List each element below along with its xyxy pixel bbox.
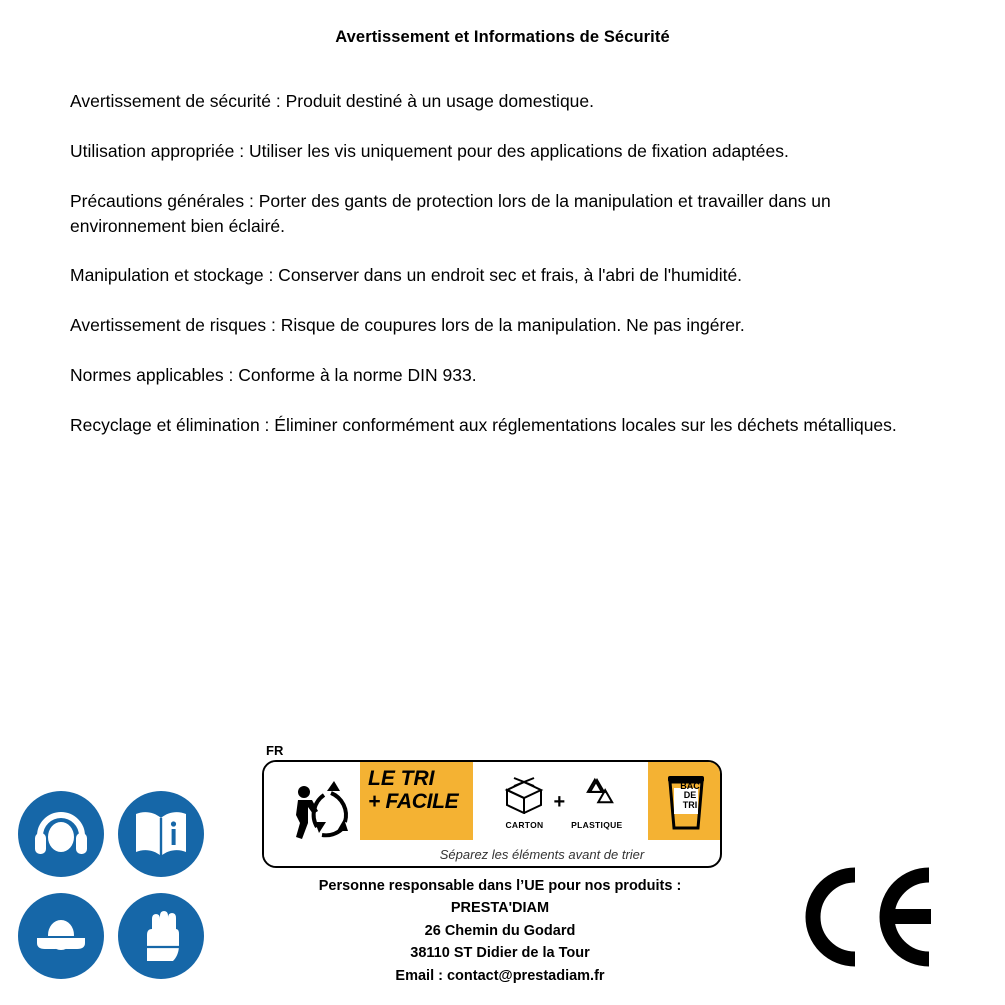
company-address: 26 Chemin du Godard [424,922,576,939]
triman-icon [264,762,360,866]
bin-label-line3: TRI [682,799,698,810]
carton-item [501,774,547,830]
plus-sign: + [553,790,566,813]
info-tri-materials [476,764,648,840]
bin-label-line1: BAC [680,781,700,791]
safety-paragraph: Utilisation appropriée : Utiliser les vis uniquement pour des applications de fixation adaptées. [70,140,789,161]
info-tri-slogan-line2: + FACILE [368,789,459,813]
hand-protection-icon [118,893,204,979]
pictogram-group [18,791,210,983]
plastic-item [571,774,622,830]
safety-paragraphs [70,89,935,438]
bin-label [670,782,710,810]
company-city: 38110 ST Didier de la Tour [410,945,590,962]
eu-responsible-block [240,875,760,987]
info-tri-slogan [368,768,472,813]
eu-responsible-heading [240,875,760,897]
info-tri-slogan-line1: LE TRI [368,767,435,790]
bin-label-line2: DE [683,790,697,801]
safety-paragraph: Avertissement de sécurité : Produit destiné à un usage domestique. [70,91,595,111]
footer-region [0,705,1005,1005]
info-tri-footer: Séparez les éléments avant de trier [439,846,645,862]
plastic-label: PLASTIQUE [571,820,623,830]
safety-paragraph: Normes applicables : Conforme à la norme DIN 933. [70,365,477,386]
page-title: Avertissement et Informations de Sécurité [335,28,670,46]
read-manual-icon [118,791,204,877]
recycle-icon [574,774,620,814]
safety-paragraph: Précautions générales : Porter des gants de protection lors de la manipulation et travailler dans un environnement bien éclairé. [70,190,831,236]
eu-responsible-prefix: Personne responsable dans l’ [318,877,525,894]
carton-label: CARTON [505,820,544,830]
carton-icon [501,774,547,814]
info-tri-box [262,760,722,868]
safety-paragraph: Manipulation et stockage : Conserver dans un endroit sec et frais, à l'abri de l'humidité. [70,265,743,286]
company-name: PRESTA'DIAM [450,900,550,917]
company-email: Email : contact@prestadiam.fr [395,967,605,984]
ce-mark-icon [797,867,945,967]
eye-protection-icon [18,893,104,979]
ear-protection-icon [18,791,104,877]
safety-paragraph: Recyclage et élimination : Éliminer conformément aux réglementations locales sur les déchets métalliques. [70,414,897,435]
eu-responsible-suffix: pour nos produits : [544,877,682,894]
info-tri-label [262,743,728,873]
info-tri-language: FR [266,743,284,758]
safety-paragraph: Avertissement de risques : Risque de coupures lors de la manipulation. Ne pas ingérer. [70,315,745,336]
eu-responsible-ue: UE [524,877,545,894]
